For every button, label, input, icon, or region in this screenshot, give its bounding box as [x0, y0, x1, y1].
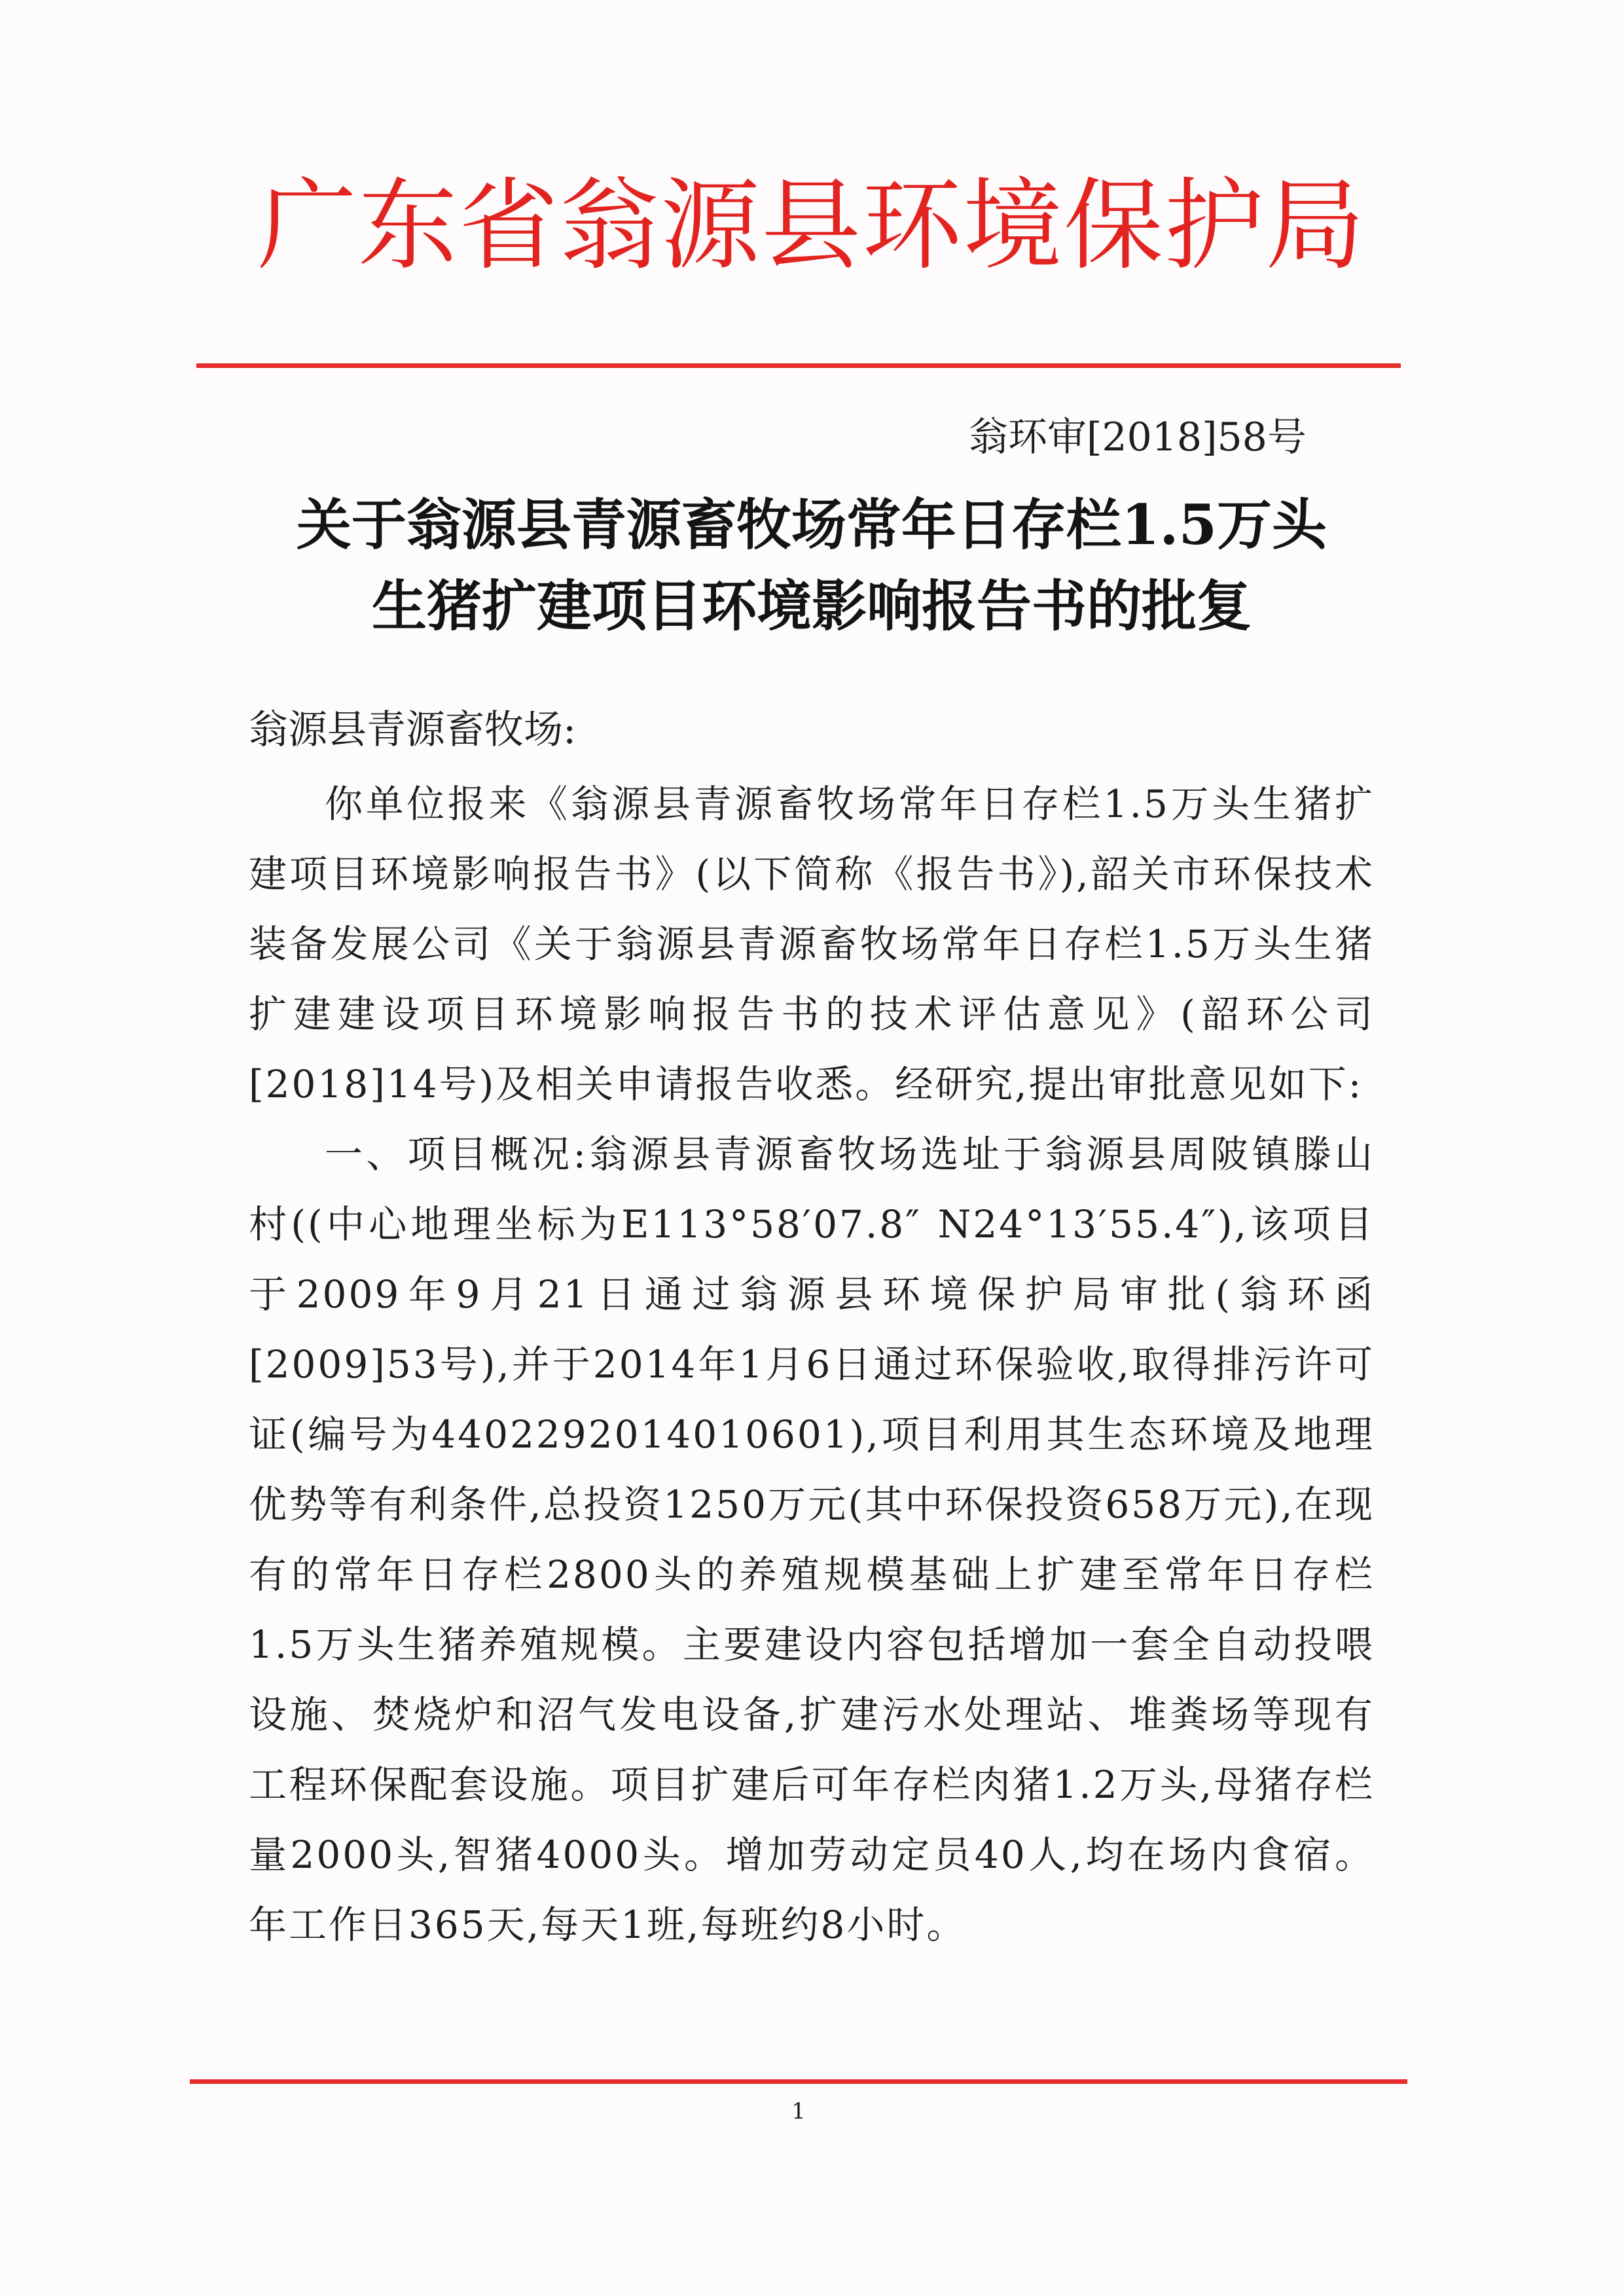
document-body	[249, 769, 1375, 1960]
body-paragraph-1: 你单位报来《翁源县青源畜牧场常年日存栏1.5万头生猪扩建项目环境影响报告书》(以下简称《报告书》),韶关市环保技术装备发展公司《关于翁源县青源畜牧场常年日存栏1.5万头生猪扩建建设项目环境影响报告书的技术评估意见》(韶环公司[2018]14号)及相关申请报告收悉。经研究,提出审批意见如下:	[249, 782, 1375, 1106]
document-number: 翁环审[2018]58号	[969, 414, 1307, 460]
addressee: 翁源县青源畜牧场:	[249, 707, 577, 753]
document-title-line-2: 生猪扩建项目环境影响报告书的批复	[371, 574, 1252, 638]
document-title	[236, 484, 1388, 647]
letterhead-red-divider	[196, 363, 1401, 368]
document-title-line-1: 关于翁源县青源畜牧场常年日存栏1.5万头	[296, 492, 1327, 557]
organization-letterhead: 广东省翁源县环境保护局	[257, 168, 1366, 283]
footer-red-divider	[190, 2079, 1407, 2084]
page-number: 1	[791, 2098, 806, 2124]
body-paragraph-2: 一、项目概况:翁源县青源畜牧场选址于翁源县周陂镇滕山村((中心地理坐标为E113°58′07.8″ N24°13′55.4″),该项目于2009年9月21日通过翁源县环境保护局审批(翁环函[2009]53号),并于2014年1月6日通过环保验收,取得排污许可证(编号为4402292014010601),项目利用其生态环境及地理优势等有利条件,总投资1250万元(其中环保投资658万元),在现有的常年日存栏2800头的养殖规模基础上扩建至常年日存栏1.5万头生猪养殖规模。主要建设内容包括增加一套全自动投喂设施、焚烧炉和沼气发电设备,扩建污水处理站、堆粪场等现有工程环保配套设施。项目扩建后可年存栏肉猪1.2万头,母猪存栏量2000头,智猪4000头。增加劳动定员40人,均在场内食宿。年工作日365天,每天1班,每班约8小时。	[249, 1132, 1375, 1947]
